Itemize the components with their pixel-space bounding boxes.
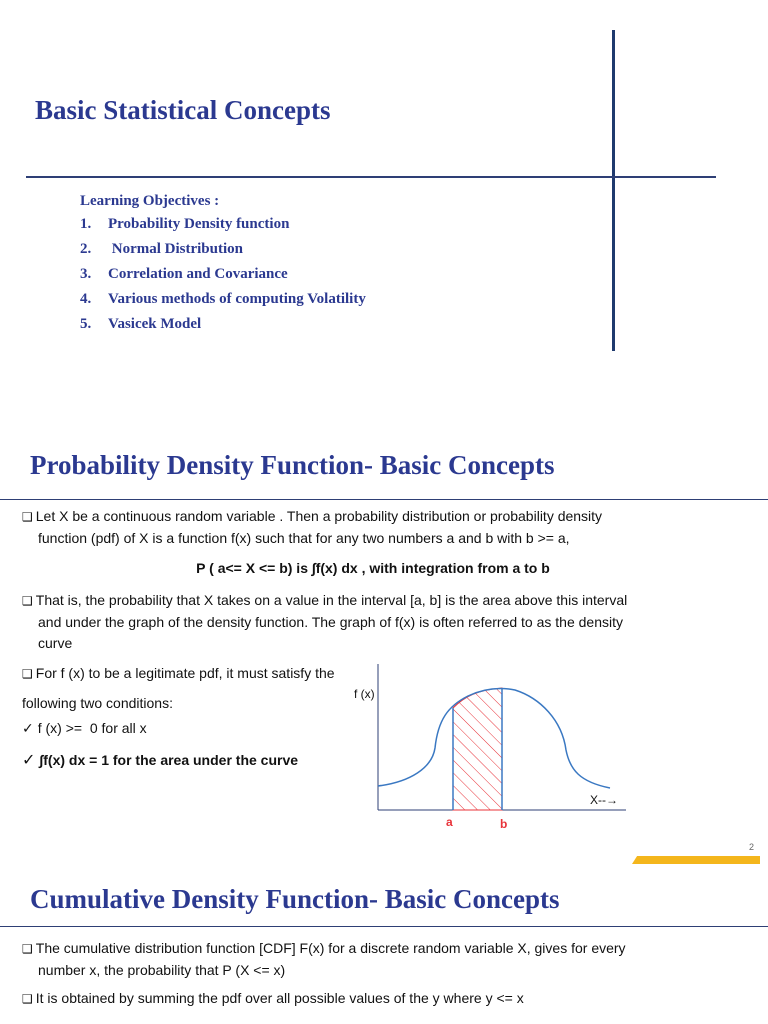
condition-1: ✓ f (x) >= 0 for all x [22,720,147,737]
x-axis-label: X--→ [590,793,618,807]
slide-2 [0,438,768,868]
objective-item: 4. Various methods of computing Volatility [80,291,366,307]
check-icon: ✓ [22,721,34,737]
horizontal-divider [26,176,716,178]
checkbox-bullet-icon: ❑ [22,594,33,608]
y-axis-label: f (x) [354,687,375,701]
slide-2-title: Probability Density Function- Basic Concepts [30,450,555,480]
check-icon: ✓ [22,750,36,769]
condition-2: ✓ ∫f(x) dx = 1 for the area under the curve [22,750,299,769]
learning-objectives [80,193,366,341]
a-label: a [446,815,453,829]
objective-item: 2. Normal Distribution [80,241,243,257]
objective-item: 5. Vasicek Model [80,316,202,332]
paragraph-conditions: ❑ For f (x) to be a legitimate pdf, it must satisfy the following two conditions: [22,665,335,711]
slide-1-title: Basic Statistical Concepts [35,95,331,125]
paragraph-interpretation: ❑ That is, the probability that X takes on a value in the interval [a, b] is the area above this interval and under the graph of the density function. The graph of f(x) is often referred to as the density curve [22,592,628,651]
slide-3-title: Cumulative Density Function- Basic Concepts [30,884,560,914]
probability-formula: P ( a<= X <= b) is ∫f(x) dx , with integration from a to b [196,560,550,576]
checkbox-bullet-icon: ❑ [22,667,33,681]
shaded-area [453,688,502,810]
checkbox-bullet-icon: ❑ [22,942,33,956]
checkbox-bullet-icon: ❑ [22,510,33,524]
paragraph-cdf-definition: ❑ The cumulative distribution function [CDF] F(x) for a discrete random variable X, gives for every number x, the probability that P (X <= x) [22,940,626,978]
page-number: 2 [748,842,754,852]
slide-1 [0,0,768,425]
objectives-heading: Learning Objectives : [80,193,220,209]
vertical-divider [612,30,615,351]
objective-item: 3. Correlation and Covariance [80,266,288,282]
accent-bar [632,856,760,864]
density-curve-graph [340,660,640,830]
slide-3 [0,876,768,1024]
paragraph-cdf-summing: ❑ It is obtained by summing the pdf over all possible values of the y where y <= x [22,990,524,1006]
objective-item: 1. Probability Density function [80,216,290,232]
title-rule [0,926,768,927]
title-rule [0,499,768,500]
checkbox-bullet-icon: ❑ [22,992,33,1006]
b-label: b [500,817,508,830]
paragraph-definition: ❑ Let X be a continuous random variable . Then a probability distribution or probability density function (pdf) of X is a function f(x) such that for any two numbers a and b with b >= a, [22,508,603,546]
